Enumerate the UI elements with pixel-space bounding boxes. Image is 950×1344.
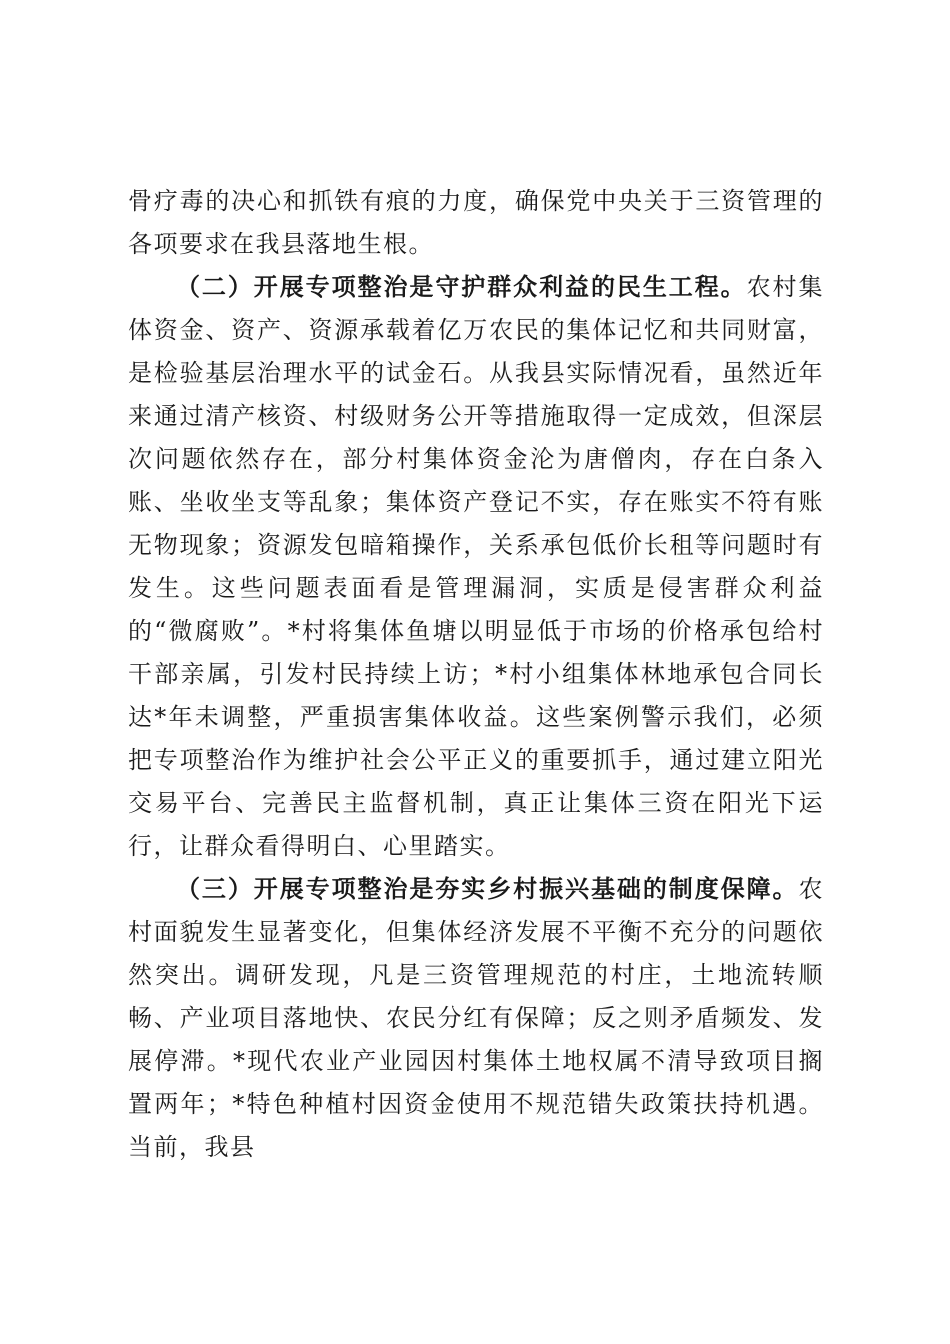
paragraph-body-text: 农村面貌发生显著变化，但集体经济发展不平衡不充分的问题依然突出。调研发现，凡是三资管理规范的村庄，土地流转顺畅、产业项目落地快、农民分红有保障；反之则矛盾频发、发展停滞。*现代农业产业园因村集体土地权属不清导致项目搁置两年；*特色种植村因资金使用不规范错失政策扶持机遇。当前，我县 <box>128 875 824 1161</box>
paragraph-section-3 <box>128 868 824 1169</box>
paragraph-body-text: 农村集体资金、资产、资源承载着亿万农民的集体记忆和共同财富，是检验基层治理水平的试金石。从我县实际情况看，虽然近年来通过清产核资、村级财务公开等措施取得一定成效，但深层次问题依然存在，部分村集体资金沦为唐僧肉，存在白条入账、坐收坐支等乱象；集体资产登记不实，存在账实不符有账无物现象；资源发包暗箱操作，关系承包低价长租等问题时有发生。这些问题表面看是管理漏洞，实质是侵害群众利益的“微腐败”。*村将集体鱼塘以明显低于市场的价格承包给村干部亲属，引发村民持续上访；*村小组集体林地承包合同长达*年未调整，严重损害集体收益。这些案例警示我们，必须把专项整治作为维护社会公平正义的重要抓手，通过建立阳光交易平台、完善民主监督机制，真正让集体三资在阳光下运行，让群众看得明白、心里踏实。 <box>128 273 824 860</box>
section-heading-3: （三）开展专项整治是夯实乡村振兴基础的制度保障。 <box>176 875 799 903</box>
section-heading-2: （二）开展专项整治是守护群众利益的民生工程。 <box>176 273 747 301</box>
paragraph-body-text: 骨疗毒的决心和抓铁有痕的力度，确保党中央关于三资管理的各项要求在我县落地生根。 <box>128 187 824 258</box>
paragraph-section-2 <box>128 266 824 868</box>
document-body <box>128 180 824 1169</box>
paragraph-continuation <box>128 180 824 266</box>
